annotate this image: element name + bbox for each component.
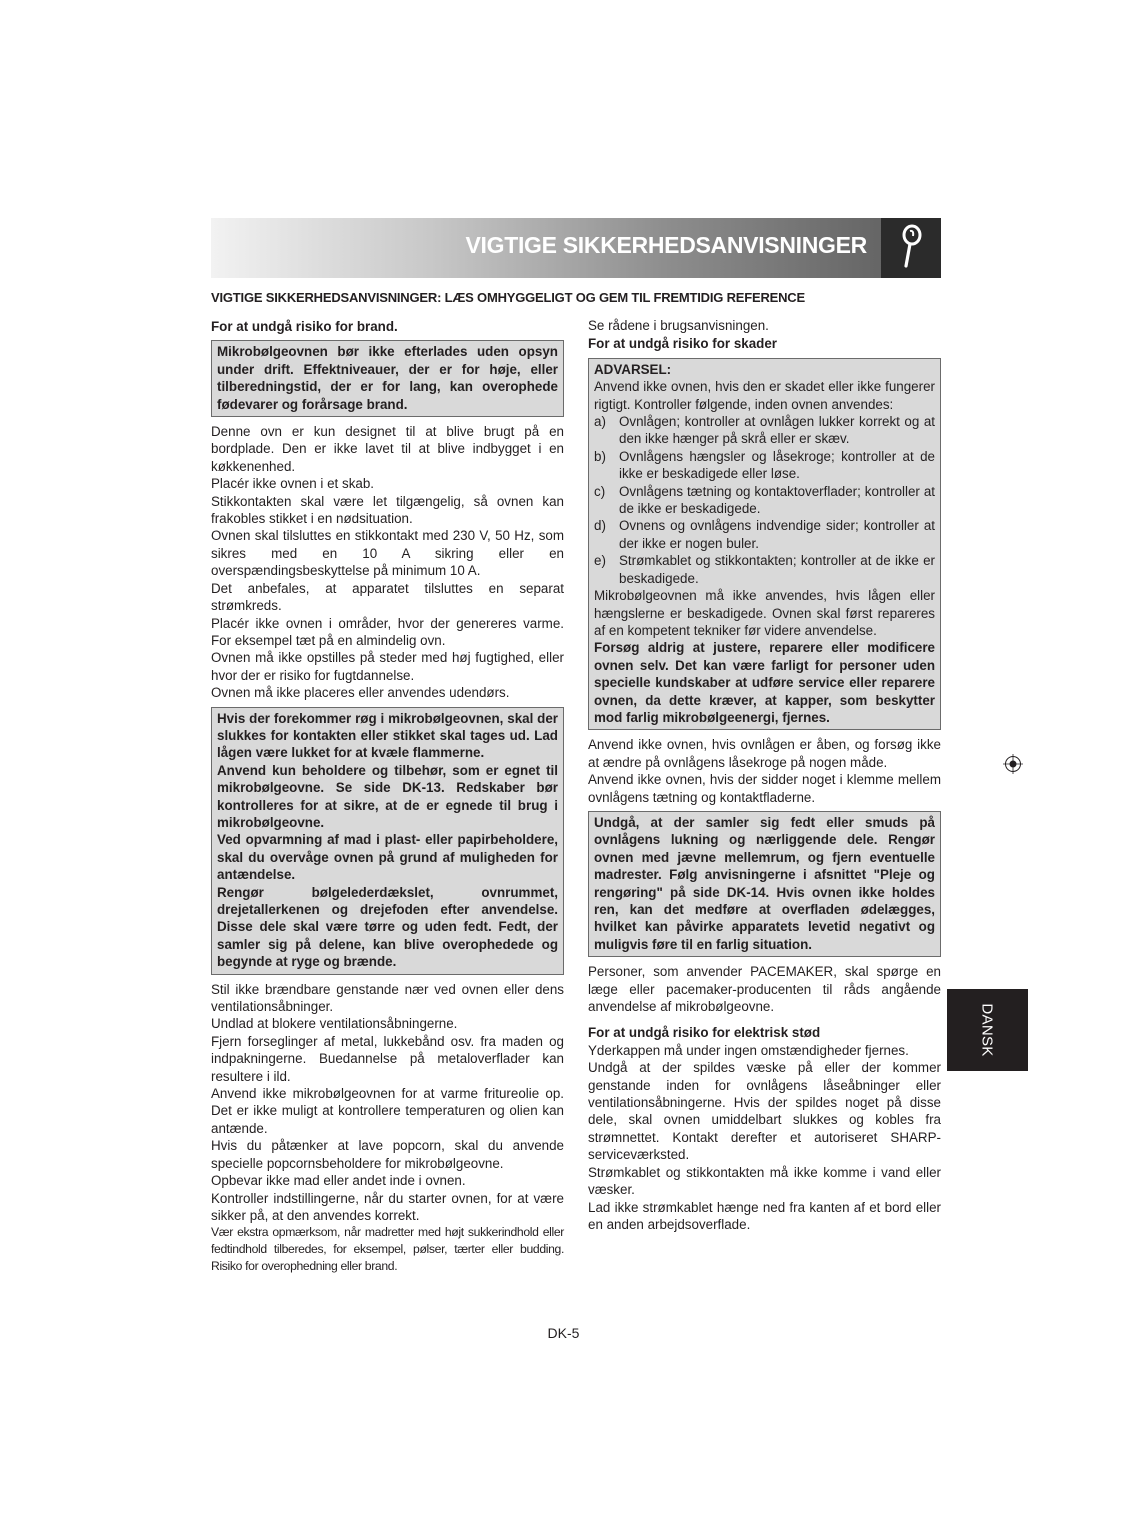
page-number: DK-5	[547, 1325, 580, 1341]
injury-heading: For at undgå risiko for skader	[588, 336, 777, 352]
paragraph: Anvend ikke ovnen, hvis ovnlågen er åben, og forsøg ikke at ændre på ovnlågens låsekroge på nogen måde.	[588, 737, 941, 770]
paragraph: Stil ikke brændbare genstande nær ved ovnen eller dens ventilationsåbninger.	[211, 981, 564, 1015]
warning-text: Mikrobølgeovnen bør ikke efterlades uden opsyn under drift. Effektniveauer, der er for høje, eller tilberedningstid, der er for lang, kan overophede fødevarer og forårsage brand.	[217, 344, 558, 412]
list-text: Ovnlågens tætning og kontaktoverflader; kontroller at de ikke er beskadigede.	[619, 483, 935, 517]
paragraph: Anvend ikke mikrobølgeovnen for at varme fritureolie op. Det er ikke muligt at kontrollere temperaturen og olien kan antænde.	[211, 1086, 564, 1136]
paragraph: Placér ikke ovnen i områder, hvor der genereres varme. For eksempel tæt på en almindelig ovn.	[211, 615, 564, 648]
warning-text: Anvend kun beholdere og tilbehør, som er egnet til mikrobølgeovne. Se side DK-13. Redskaber bør kontrolleres for at sikre, at de er egnede til brug i mikrobølgeovne.	[217, 762, 558, 830]
paragraph: Ovnen skal tilsluttes en stikkontakt med 230 V, 50 Hz, som sikres med en 10 A sikring eller en overspændingsbeskyttelse på minimum 10 A.	[211, 528, 564, 579]
paragraph: Lad ikke strømkablet hænge ned fra kanten af et bord eller en anden arbejdsoverflade.	[588, 1199, 941, 1232]
paragraph: Ovnen må ikke opstilles på steder med høj fugtighed, eller hvor der er risiko for fugtdannelse.	[211, 650, 564, 683]
list-marker: c)	[594, 483, 606, 499]
paragraph: Denne ovn er kun designet til at blive brugt på en bordplade. Den er ikke lavet til at blive indbygget i en køkkenenhed.	[211, 424, 564, 474]
list-text: Ovnlågens hængsler og låsekroge; kontroller at de ikke er beskadigede eller løse.	[619, 448, 935, 482]
paragraph: Anvend ikke ovnen, hvis der sidder noget i klemme mellem ovnlågens tætning og kontaktfladerne.	[588, 772, 941, 805]
list-item	[594, 552, 935, 587]
registration-mark-icon	[1003, 754, 1023, 774]
list-marker: a)	[594, 414, 606, 430]
warning-text: Undgå, at der samler sig fedt eller smuds på ovnlågens lukning og nærliggende dele. Rengør ovnen med jævne mellemrum, og fjern eventuelle madrester. Følg anvisningerne i afsnittet "Pleje og rengøring" på side DK-14. Hvis ovnen ikke holdes ren, kan det medføre at overfladen ødelægges, hvilket kan påvirke apparatets levetid negativt og muligvis føre til en farlig situation.	[594, 814, 935, 952]
list-text: Strømkablet og stikkontakten; kontroller at de ikke er beskadigede.	[619, 553, 935, 586]
list-text: Ovnlågen; kontroller at ovnlågen lukker korrekt og at den ikke hænger på skrå eller er skæv.	[619, 414, 935, 447]
paragraph: Stikkontakten skal være let tilgængelig, så ovnen kan frakobles stikket i en nødsituation.	[211, 493, 564, 527]
paragraph: Placér ikke ovnen i et skab.	[211, 476, 375, 492]
list-text: Ovnens og ovnlågens indvendige sider; kontroller at der ikke er nogen buler.	[619, 518, 935, 551]
paragraph: Kontroller indstillingerne, når du starter ovnen, for at være sikker på, at den anvendes korrekt.	[211, 1190, 564, 1223]
fire-heading: For at undgå risiko for brand.	[211, 319, 398, 334]
paragraph: Ovnen må ikke placeres eller anvendes udendørs.	[211, 685, 510, 701]
check-list	[594, 413, 935, 587]
paragraph: Undgå at der spildes væske på eller der kommer genstande inden for ovnlågens låseåbninger eller ventilationsåbningerne. Hvis der spildes noget på disse dele, skal ovnen umiddelbart slukkes og kobles fra strømnettet. Kontakt derefter et autoriseret SHARP-serviceværksted.	[588, 1060, 941, 1163]
paragraph: Yderkappen må under ingen omstændigheder fjernes.	[588, 1042, 909, 1058]
paragraph: Opbevar ikke mad eller andet inde i ovnen.	[211, 1173, 466, 1189]
list-marker: b)	[594, 448, 606, 464]
paragraph: Personer, som anvender PACEMAKER, skal spørge en læge eller pacemaker-producenten til råds angående anvendelse af mikrobølgeovne.	[588, 964, 941, 1015]
paragraph: Undlad at blokere ventilationsåbningerne.	[211, 1016, 458, 1032]
document-subheading: VIGTIGE SIKKERHEDSANVISNINGER: LÆS OMHYGGELIGT OG GEM TIL FREMTIDIG REFERENCE	[211, 290, 805, 305]
warning-intro: Anvend ikke ovnen, hvis den er skadet eller ikke fungerer rigtigt. Kontroller følgende, inden ovnen anvendes:	[594, 379, 935, 412]
list-item	[594, 448, 935, 483]
paragraph: Det anbefales, at apparatet tilsluttes en separat strømkreds.	[211, 580, 564, 614]
list-item	[594, 517, 935, 552]
smoke-warning-box	[211, 707, 564, 975]
language-label: DANSK	[978, 1003, 996, 1057]
info-icon	[881, 218, 941, 278]
warning-label: ADVARSEL:	[594, 361, 672, 377]
warning-text: Mikrobølgeovnen må ikke anvendes, hvis lågen eller hængslerne er beskadigede. Ovnen skal først repareres af en kompetent tekniker før videre anvendelse.	[594, 588, 935, 638]
paragraph: Fjern forseglinger af metal, lukkebånd osv. fra maden og indpakningerne. Buedannelse på metaloverflader kan resultere i ild.	[211, 1033, 564, 1084]
warning-text: Rengør bølgelederdækslet, ovnrummet, drejetallerkenen og drejefoden efter anvendelse. Disse dele skal være tørre og uden fedt. Fedt, der samler sig på delene, kan blive overophedede og begynde at ryge og brænde.	[217, 884, 558, 970]
paragraph: Strømkablet og stikkontakten må ikke komme i vand eller væsker.	[588, 1164, 941, 1198]
list-marker: d)	[594, 518, 606, 534]
paragraph: Hvis du påtænker at lave popcorn, skal du anvende specielle popcornsbeholdere for mikrobølgeovne.	[211, 1138, 564, 1171]
advarsel-box	[588, 358, 941, 731]
list-marker: e)	[594, 553, 606, 569]
right-column	[588, 317, 941, 1233]
shock-heading: For at undgå risiko for elektrisk stød	[588, 1025, 821, 1041]
fire-warning-box	[211, 340, 564, 417]
warning-text: Ved opvarmning af mad i plast- eller papirbeholdere, skal du overvåge ovnen på grund af muligheden for antændelse.	[217, 832, 558, 883]
page-title: VIGTIGE SIKKERHEDSANVISNINGER	[465, 232, 867, 258]
paragraph: Se rådene i brugsanvisningen.	[588, 318, 769, 333]
warning-text: Hvis der forekommer røg i mikrobølgeovnen, skal der slukkes for kontakten eller stikket skal tages ud. Lad lågen være lukket for at kvæle flammerne.	[217, 710, 558, 761]
grease-warning-box	[588, 811, 941, 957]
warning-bold-text: Forsøg aldrig at justere, reparere eller modificere ovnen selv. Det kan være farligt for personer uden specielle kundskaber at udføre service eller reparere ovnen, da dette kræver, at kapper, som beskytter mod farlig mikrobølgeenergi, fjernes.	[594, 640, 935, 725]
section-banner	[211, 218, 941, 278]
list-item	[594, 483, 935, 518]
list-item	[594, 413, 935, 448]
left-column	[211, 317, 564, 1275]
language-tab	[947, 989, 1028, 1071]
paragraph: Vær ekstra opmærksom, når madretter med højt sukkerindhold eller fedtindhold tilberedes, for eksempel, pølser, tærter eller budding. Risiko for overophedning eller brand.	[211, 1225, 564, 1274]
small-print	[211, 1224, 564, 1275]
